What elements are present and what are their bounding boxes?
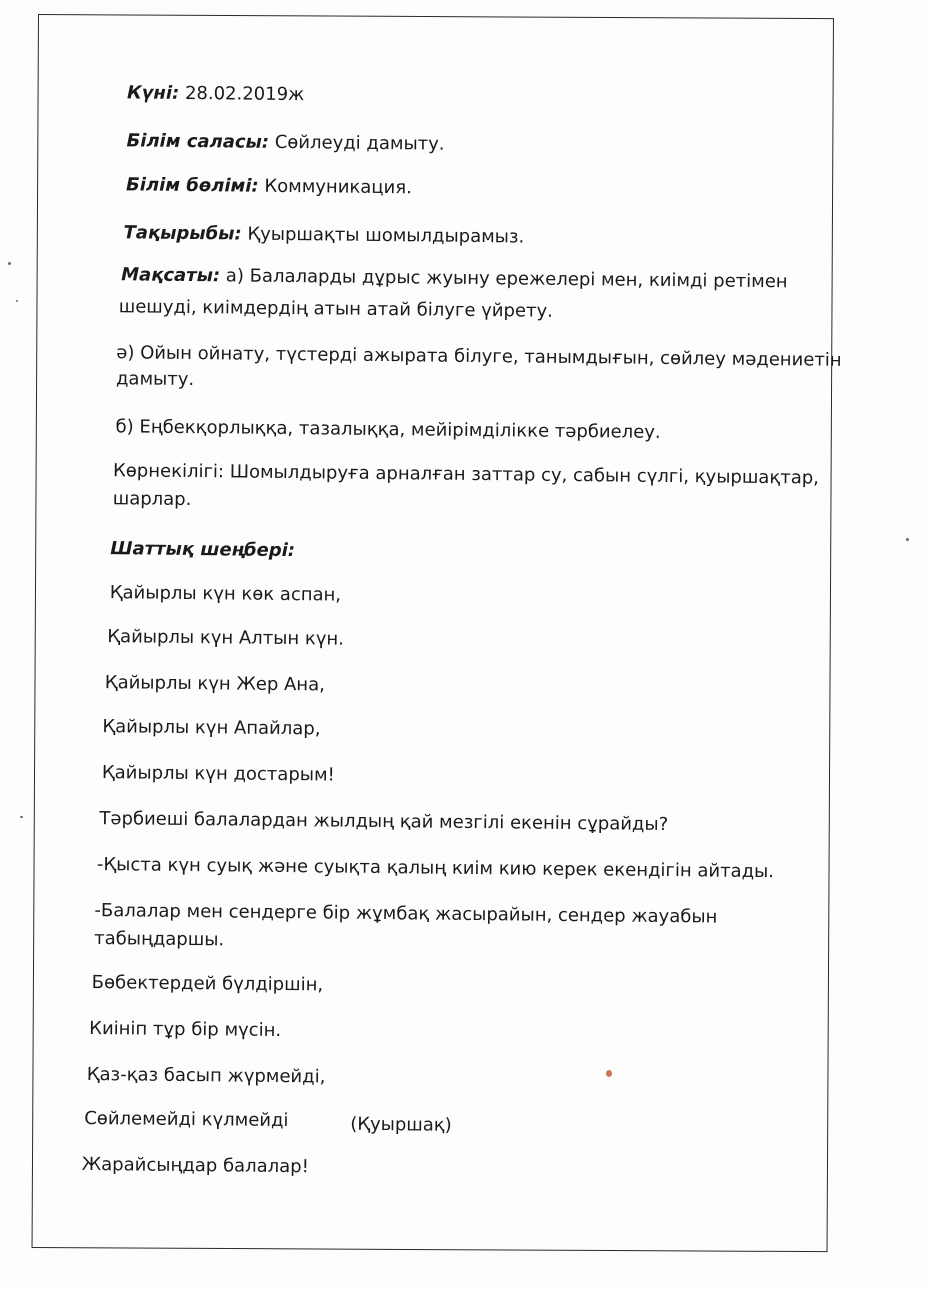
circle-line: Қайырлы күн Апайлар,: [102, 716, 321, 740]
riddle-line: Қаз-қаз басып жүрмейді,: [86, 1063, 326, 1088]
goal-a-text: а) Балаларды дұрыс жуыну ережелері мен, киімді ретімен: [225, 265, 788, 293]
goals-label: Мақсаты:: [121, 264, 221, 287]
goal-ae-line2: дамыту.: [115, 368, 195, 391]
materials-line1: Көрнекілігі: Шомылдыруға арналған заттар су, сабын сүлгі, қуыршақтар,: [112, 460, 820, 489]
riddle-line: Сөйлемейді күлмейді: [84, 1107, 289, 1132]
circle-line: Қайырлы күн Алтын күн.: [107, 626, 345, 650]
goal-a-line2: шешуді, киімдердің атын атай білуге үйрету.: [118, 296, 554, 322]
circle-line: Қайырлы күн Жер Ана,: [104, 672, 326, 696]
riddle-answer: (Қуыршақ): [350, 1113, 452, 1136]
education-area-label: Білім саласы:: [126, 130, 270, 153]
riddle-line: Бөбектердей бүлдіршін,: [91, 972, 324, 996]
ink-stain: [606, 1070, 612, 1077]
closing-line: Жарайсыңдар балалар!: [81, 1153, 309, 1178]
materials-line2: шарлар.: [112, 488, 192, 511]
circle-line: Қайырлы күн көк аспан,: [109, 582, 342, 606]
scan-speck: [20, 816, 23, 818]
circle-title: Шаттық шеңбері:: [110, 538, 296, 562]
topic-value: Қуыршақты шомылдырамыз.: [247, 223, 525, 248]
date-line: [127, 81, 305, 106]
riddle-line: Киініп тұр бір мүсін.: [89, 1017, 282, 1041]
goal-a-line1: [121, 263, 788, 293]
education-area-value: Сөйлеуді дамыту.: [274, 131, 445, 155]
goal-b-line: б) Еңбекқорлыққа, тазалыққа, мейірімділікке тәрбиелеу.: [115, 416, 661, 443]
winter-statement: -Қыста күн суық және суықта қалың киім кию керек екендігін айтады.: [96, 854, 775, 883]
scan-speck: [906, 538, 909, 541]
teacher-question: Тәрбиеші балалардан жылдың қай мезгілі екенін сұрайды?: [99, 808, 669, 836]
education-section-value: Коммуникация.: [264, 175, 412, 199]
circle-line: Қайырлы күн достарым!: [101, 762, 335, 786]
education-section-line: [126, 173, 412, 199]
goal-ae-line1: ә) Ойын ойнату, түстерді ажырата білуге, танымдығын, сөйлеу мәдениетін: [116, 342, 842, 371]
education-section-label: Білім бөлімі:: [125, 174, 259, 197]
riddle-intro-line1: -Балалар мен сендерге бір жұмбақ жасырайын, сендер жауабын: [94, 900, 718, 928]
education-area-line: [126, 129, 444, 155]
scan-speck: [8, 262, 11, 265]
topic-label: Тақырыбы:: [123, 222, 242, 245]
riddle-intro-line2: табыңдаршы.: [94, 928, 225, 951]
topic-line: [123, 221, 524, 248]
date-label: Күні:: [126, 82, 180, 104]
date-value: 28.02.2019ж: [184, 82, 305, 106]
scan-speck: [16, 300, 18, 302]
